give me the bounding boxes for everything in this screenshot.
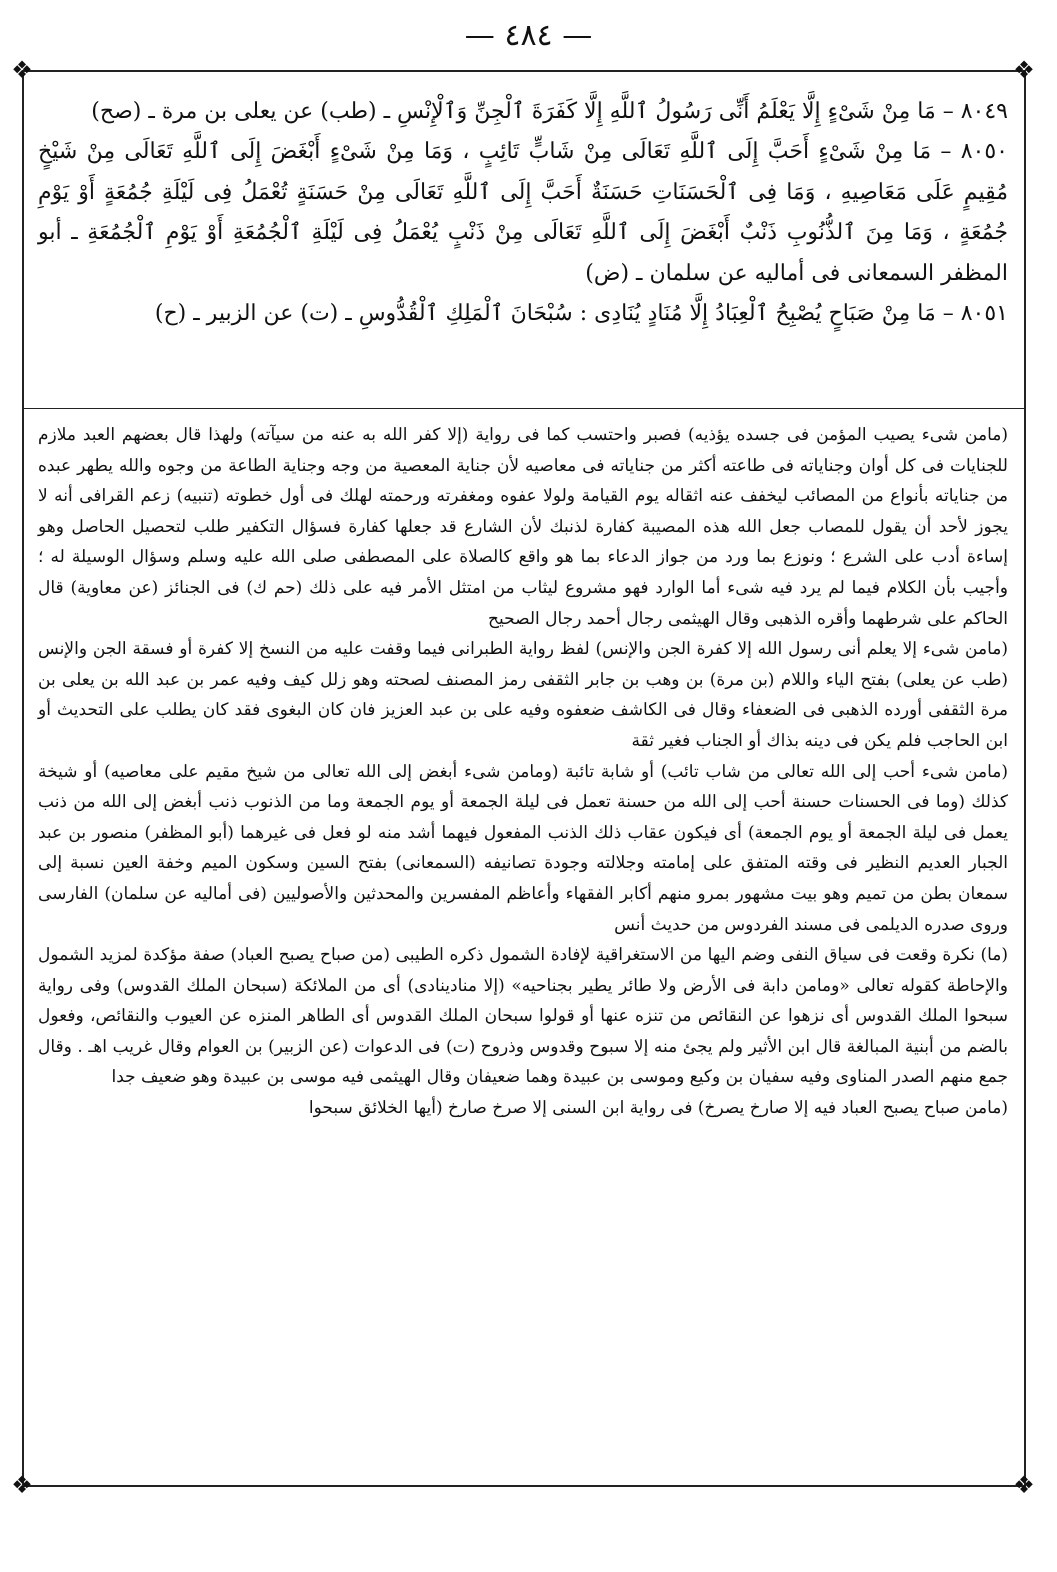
commentary-paragraph: (مامن شىء إلا يعلم أنى رسول الله إلا كفرة الجن والإنس) لفظ رواية الطبرانى فيما وقفت عليه من النسخ إلا كفرة أو فسقة الجن والإنس (طب عن يعلى) بفتح الياء واللام (بن مرة) بن وهب بن جابر الثقفى رمز المصنف لصحته وهو زلل كيف وفيه عمر بن عبد الله بن يعلى بن مرة الثقفى أورده الذهبى فى الضعفاء وقال فى الكاشف ضعفوه وفيه على بن عبد العزيز فان كان البغوى فقد كان يطلب على التحديث أو ابن الحاجب فلم يكن فى دينه بذاك أو الجناب فغير ثقة: [38, 639, 1009, 751]
commentary-paragraph: (مامن صباح يصبح العباد فيه إلا صارخ يصرخ) فى رواية ابن السنى إلا صرخ صارخ (أيها الخلائق سبحوا: [308, 1098, 1008, 1119]
hadith-section: [38, 92, 1008, 335]
corner-ornament-icon: ❖: [11, 1471, 33, 1499]
hadith-entry: ٨٠٥٠ – مَا مِنْ شَىْءٍ أَحَبَّ إِلَى ٱللَّهِ تَعَالَى مِنْ شَابٍّ تَائِبٍ ، وَمَا مِنْ شَىْءٍ أَبْغَضَ إِلَى ٱللَّهِ تَعَالَى مِنْ شَيْخٍ مُقِيمٍ عَلَى مَعَاصِيهِ ، وَمَا فِى ٱلْحَسَنَاتِ حَسَنَةٌ أَحَبَّ إِلَى ٱللَّهِ تَعَالَى مِنْ حَسَنَةٍ تُعْمَلُ فِى لَيْلَةِ جُمُعَةٍ أَوْ يَوْمِ جُمُعَةٍ ، وَمَا مِنَ ٱلذُّنُوبِ ذَنْبٌ أَبْغَضَ إِلَى ٱللَّهِ تَعَالَى مِنْ ذَنْبٍ يُعْمَلُ فِى لَيْلَةِ ٱلْجُمُعَةِ أَوْ يَوْمِ ٱلْجُمُعَةِ ـ أبو المظفر السمعانى فى أماليه عن سلمان ـ (ض): [38, 139, 1008, 286]
hadith-entry: ٨٠٥١ – مَا مِنْ صَبَاحٍ يُصْبِحُ ٱلْعِبَادُ إِلَّا مُنَادٍ يُنَادِى : سُبْحَانَ ٱلْمَلِكِ ٱلْقُدُّوسِ ـ (ت) عن الزبير ـ (ح): [154, 301, 1008, 327]
commentary-paragraph: (ما) نكرة وقعت فى سياق النفى وضم اليها من الاستغراقية لإفادة الشمول ذكره الطيبى (من صباح يصبح العباد) صفة مؤكدة لمزيد الشمول والإحاطة كقوله تعالى «ومامن دابة فى الأرض ولا طائر يطير بجناحيه» (إلا منادينادى) أى من الملائكة (سبحان الملك القدوس) وفى رواية سبحوا الملك القدوس أى نزهوا عن النقائص من تنزه عنها أو قولوا سبحان الملك القدوس أى الطاهر المنزه عن العيوب والنقائص، وفعول بالضم من أبنية المبالغة قال ابن الأثير ولم يجئ منه إلا سبوح وقدوس وذروح (ت) فى الدعوات (عن الزبير) بن العوام وقال غريب اهـ . وقال جمع منهم الصدر المناوى وفيه سفيان بن وكيع وموسى بن عبيدة وهما ضعيفان وقال الهيثمى فيه موسى بن عبيدة وهو ضعيف جدا: [38, 945, 1008, 1088]
commentary-paragraph: (مامن شىء يصيب المؤمن فى جسده يؤذيه) فصبر واحتسب كما فى رواية (إلا كفر الله به عنه من سيآته) ولهذا قال بعضهم العبد ملازم للجنايات فى كل أوان وجناياته فى طاعته أكثر من جناياته فى معاصيه لأن جناية المعصية من وجه وجناية الطاعة من وجوه والله يطهر عبده من جناياته بأنواع من المصائب ليخفف عنه اثقاله يوم القيامة ولولا عفوه ومغفرته ورحمته لهلك فى أول خطوته (تنبيه) زعم القرافى أنه لا يجوز لأحد أن يقول للمصاب جعل الله هذه المصيبة كفارة لذنبك لأن الشارع قد جعلها كفارة فسؤال التكفير طلب لتحصيل الحاصل وهو إساءة أدب على الشرع ؛ ونوزع بما ورد من جواز الدعاء بما هو واقع كالصلاة على المصطفى صلى الله عليه وسلم وسؤال الوسيلة له ؛ وأجيب بأن الكلام فيما لم يرد فيه شىء أما الوارد فهو مشروع ليثاب من امتثل الأمر فيه على ذلك (حم ك) فى الجنائز (عن معاوية) قال الحاكم على شرطهما وأقره الذهبى وقال الهيثمى رجال أحمد رجال الصحيح: [38, 425, 1008, 629]
bottom-rule: [22, 1485, 1026, 1487]
page-number: — ٤٨٤ —: [464, 18, 593, 53]
corner-ornament-icon: ❖: [1013, 1471, 1035, 1499]
corner-ornament-icon: ❖: [1013, 56, 1035, 84]
top-rule: [22, 70, 1026, 72]
commentary-section: [38, 420, 1008, 1124]
commentary-paragraph: (مامن شىء أحب إلى الله تعالى من شاب تائب) أو شابة تائبة (ومامن شىء أبغض إلى الله تعالى من شيخ مقيم على معاصيه) أو شيخة كذلك (وما فى الحسنات حسنة أحب إلى الله من حسنة تعمل فى ليلة الجمعة أو يوم الجمعة وما من الذنوب ذنب أبغض إلى الله من ذنب يعمل فى ليلة الجمعة أو يوم الجمعة) أى فيكون عقاب ذلك الذنب المفعول فيهما أشد منه لو فعل فى غيرهما (أبو المظفر) منصور بن عبد الجبار العديم النظير فى وقته المتفق على إمامته وجلالته وجودة تصانيفه (السمعانى) بفتح السين وسكون الميم وخفة العين نسبة إلى سمعان بطن من تميم وهو بيت مشهور بمرو منهم أكابر الفقهاء وأعاظم المفسرين والمحدثين والأصوليين (فى أماليه عن سلمان) الفارسى وروى صدره الديلمى فى مسند الفردوس من حديث أنس: [38, 761, 1008, 935]
text-divider: [22, 408, 1026, 409]
corner-ornament-icon: ❖: [11, 56, 33, 84]
hadith-entry: ٨٠٤٩ – مَا مِنْ شَىْءٍ إِلَّا يَعْلَمُ أَنِّى رَسُولُ ٱللَّهِ إِلَّا كَفَرَةَ ٱلْجِنِّ وَٱلْإِنْسِ ـ (طب) عن يعلى بن مرة ـ (صح): [91, 99, 1008, 124]
